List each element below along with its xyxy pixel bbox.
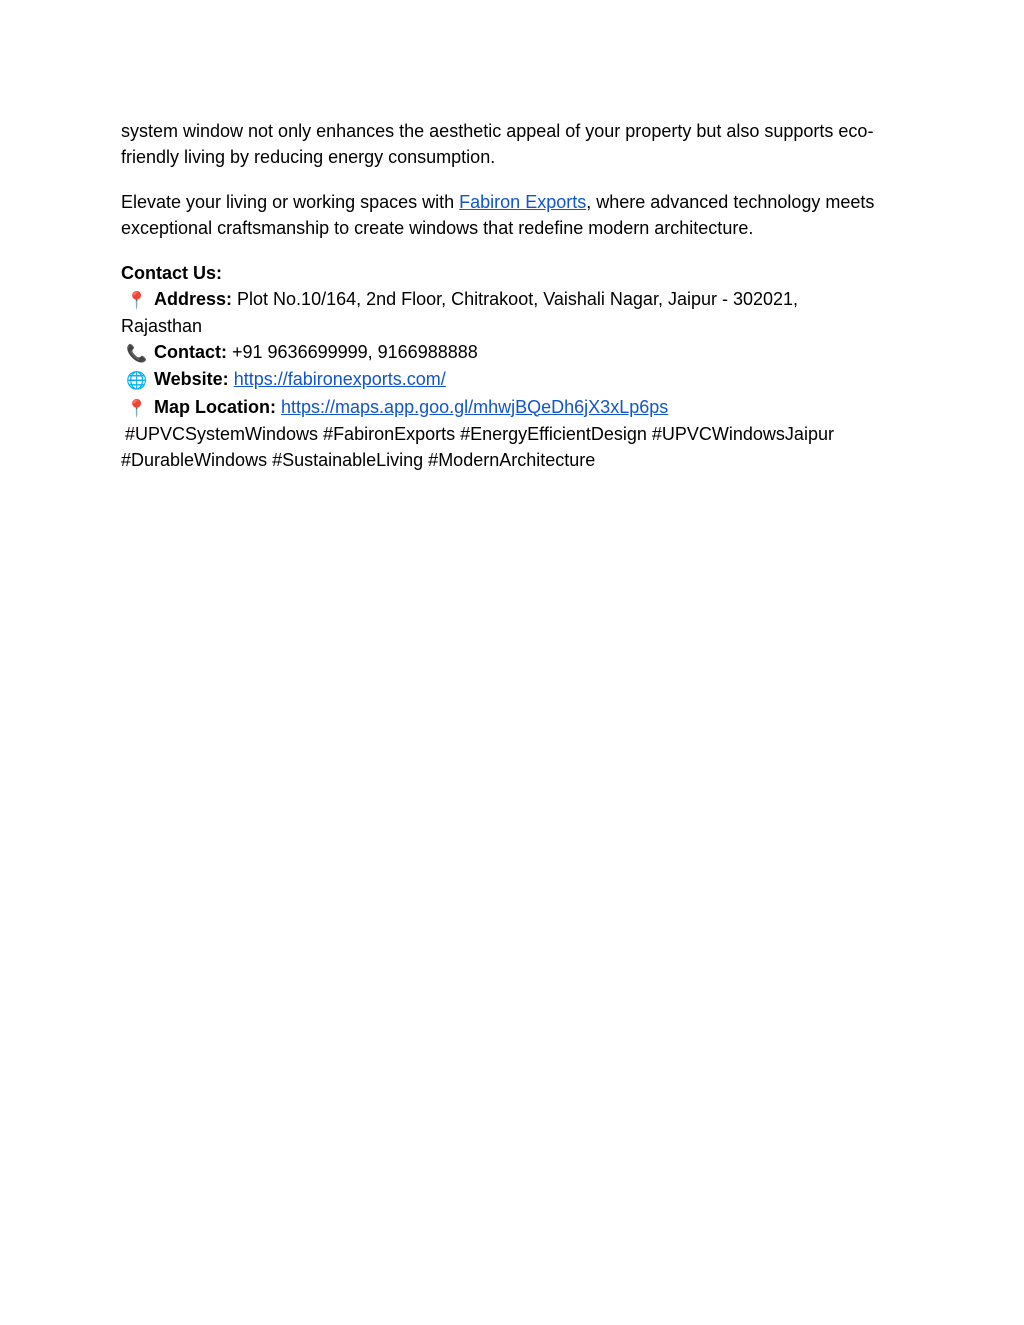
website-link[interactable]: https://fabironexports.com/ [233,369,446,389]
map-location-label: Map Location: [154,396,276,417]
website-line [121,367,901,395]
elevate-paragraph [121,190,901,241]
map-pin-icon: 📍 [126,398,148,419]
telephone-icon: 📞 [126,343,148,364]
address-label: Address: [154,288,233,309]
intro-paragraph: system window not only enhances the aesthetic appeal of your property but also supports eco-friendly living by reducing energy consumption. [121,121,874,167]
phone-label: Contact: [154,341,227,362]
fabiron-exports-link[interactable]: Fabiron Exports [459,192,587,212]
hashtags-line-1: #UPVCSystemWindows #FabironExports #EnergyEfficientDesign #UPVCWindowsJaipur [125,424,834,444]
website-label: Website: [154,369,229,389]
contact-heading: Contact Us: [121,263,223,283]
elevate-text-after: , where advanced technology meets exceptional craftsmanship to create windows that redefine modern architecture. [121,192,875,238]
globe-icon: 🌐 [126,371,148,391]
hashtags-line-2: #DurableWindows #SustainableLiving #ModernArchitecture [121,449,596,470]
contact-section [121,261,901,473]
map-location-line [121,395,901,423]
elevate-text-before: Elevate your living or working spaces with [121,192,460,212]
address-line [121,287,901,315]
address-value: Plot No.10/164, 2nd Floor, Chitrakoot, Vaishali Nagar, Jaipur - 302021, [232,288,799,309]
map-location-link[interactable]: https://maps.app.goo.gl/mhwjBQeDh6jX3xLp6ps [281,396,669,417]
map-pin-icon: 📍 [126,290,148,311]
phone-value: +91 9636699999, 9166988888 [227,341,478,362]
address-line-2: Rajasthan [121,316,203,336]
phone-line [121,340,901,368]
document-page [121,119,901,473]
